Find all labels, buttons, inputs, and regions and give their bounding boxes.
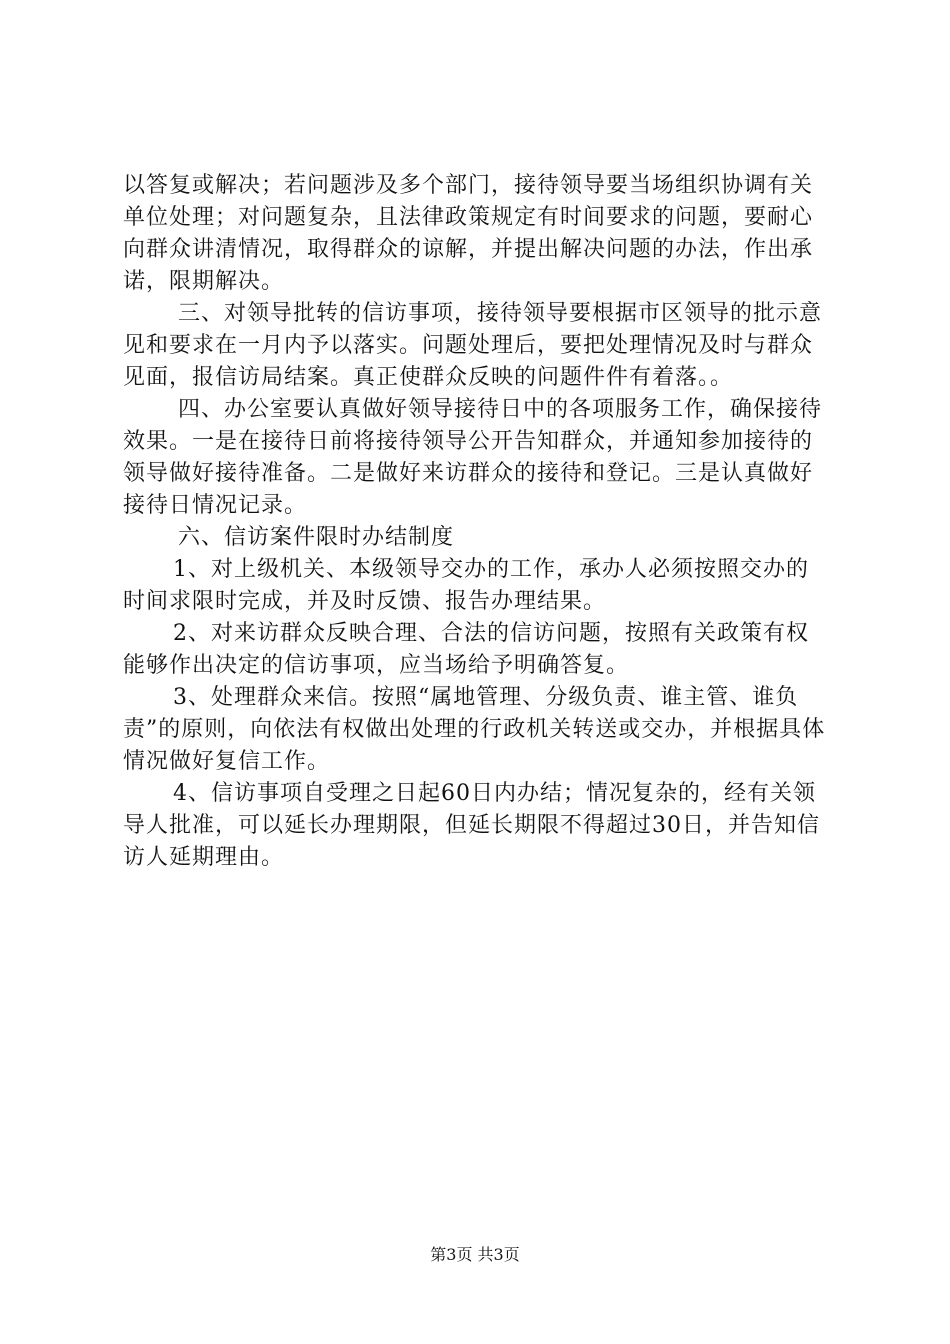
paragraph-item-4: 四、办公室要认真做好领导接待日中的各项服务工作，确保接待效果。一是在接待日前将接待领导公开告知群众，并通知参加接待的领导做好接待准备。二是做好来访群众的接待和登记。三是认真做好接待日情况记录。 (123, 397, 823, 518)
list-item-4: 4、信访事项自受理之日起60日内办结；情况复杂的，经有关领导人批准，可以延长办理期限，但延长期限不得超过30日，并告知信访人延期理由。 (123, 781, 820, 870)
paragraph-continuation: 以答复或解决；若问题涉及多个部门，接待领导要当场组织协调有关单位处理；对问题复杂，且法律政策规定有时间要求的问题，要耐心向群众讲清情况，取得群众的谅解，并提出解决问题的办法，作出承诺，限期解决。 (123, 173, 814, 294)
document-body (123, 170, 830, 874)
list-item-3: 3、处理群众来信。按照“属地管理、分级负责、谁主管、谁负责”的原则，向依法有权做出处理的行政机关转送或交办，并根据具体情况做好复信工作。 (123, 685, 826, 774)
list-item-2: 2、对来访群众反映合理、合法的信访问题，按照有关政策有权能够作出决定的信访事项，应当场给予明确答复。 (123, 621, 809, 678)
page-number: 第3页 共3页 (430, 1245, 520, 1264)
paragraph-item-3: 三、对领导批转的信访事项，接待领导要根据市区领导的批示意见和要求在一月内予以落实。问题处理后，要把处理情况及时与群众见面，报信访局结案。真正使群众反映的问题件件有着落。。 (123, 301, 823, 390)
page-footer (0, 1245, 950, 1265)
list-item-1: 1、对上级机关、本级领导交办的工作，承办人必须按照交办的时间求限时完成，并及时反馈、报告办理结果。 (123, 557, 809, 614)
section-heading: 六、信访案件限时办结制度 (178, 525, 455, 550)
